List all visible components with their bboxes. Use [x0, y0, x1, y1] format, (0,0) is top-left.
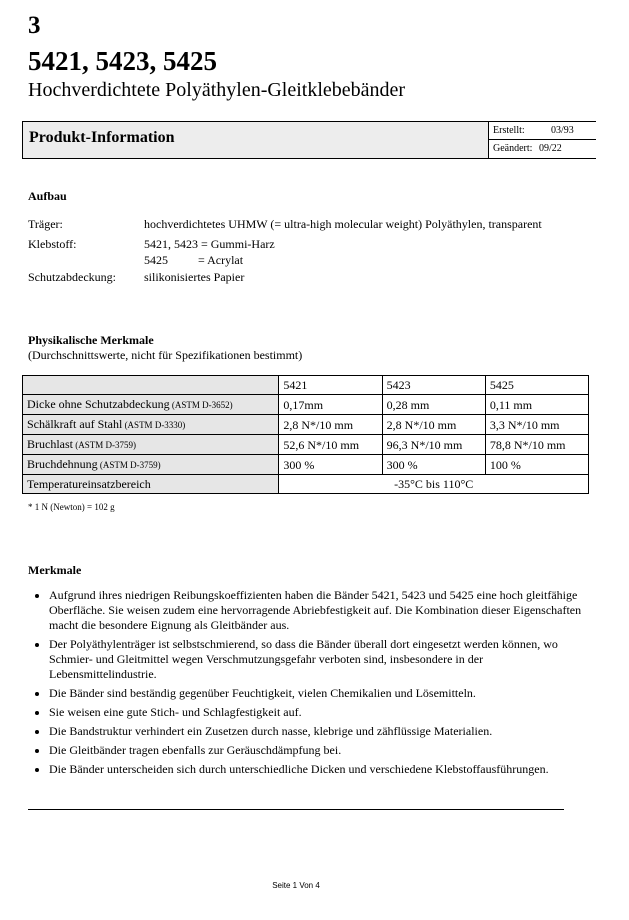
aufbau-value-klebstoff-2: 5425 = Acrylat: [144, 253, 244, 267]
table-cell: 52,6 N*/10 mm: [279, 435, 382, 455]
created-label: Erstellt:: [493, 125, 525, 136]
row-label: Dicke ohne Schutzabdeckung (ASTM D-3652): [23, 395, 279, 415]
physical-note: (Durchschnittswerte, nicht für Spezifikationen bestimmt): [28, 348, 303, 362]
list-item: • Die Gleitbänder tragen ebenfalls zur Geräuschdämpfung bei.: [49, 743, 589, 758]
date-box: [488, 122, 596, 158]
column-header: 5423: [382, 376, 485, 395]
table-cell: 78,8 N*/10 mm: [485, 435, 588, 455]
column-header: 5421: [279, 376, 382, 395]
table-row: [23, 415, 589, 435]
changed-row: [489, 140, 596, 158]
aufbau-label-schutzabdeckung: Schutzabdeckung:: [28, 270, 116, 284]
table-cell: 100 %: [485, 455, 588, 475]
newton-footnote: * 1 N (Newton) = 102 g: [28, 502, 115, 512]
column-header: 5425: [485, 376, 588, 395]
temperature-range-cell: -35°C bis 110°C: [279, 475, 589, 494]
features-list: [28, 588, 589, 781]
row-label: Bruchdehnung (ASTM D-3759): [23, 455, 279, 475]
table-cell: 2,8 N*/10 mm: [382, 415, 485, 435]
aufbau-value-schutzabdeckung: silikonisiertes Papier: [144, 270, 245, 284]
table-row: [23, 395, 589, 415]
list-item: • Die Bandstruktur verhindert ein Zusetzen durch nasse, klebrige und zähflüssige Materialien.: [49, 724, 589, 739]
row-label: Bruchlast (ASTM D-3759): [23, 435, 279, 455]
merkmale-heading: Merkmale: [28, 563, 82, 577]
table-cell: 0,28 mm: [382, 395, 485, 415]
page-number: Seite 1 Von 4: [272, 881, 320, 890]
table-cell: 96,3 N*/10 mm: [382, 435, 485, 455]
row-label: Temperatureinsatzbereich: [23, 475, 279, 494]
changed-label: Geändert:: [493, 143, 533, 154]
divider: [28, 809, 564, 810]
changed-value: 09/22: [539, 143, 562, 154]
table-cell: 300 %: [382, 455, 485, 475]
list-item: • Die Bänder sind beständig gegenüber Feuchtigkeit, vielen Chemikalien und Lösemitteln.: [49, 686, 589, 701]
product-codes: 5421, 5423, 5425: [28, 46, 217, 76]
aufbau-value-traeger: hochverdichtetes UHMW (= ultra-high molecular weight) Polyäthylen, transparent: [144, 217, 542, 231]
aufbau-label-klebstoff: Klebstoff:: [28, 237, 77, 251]
table-cell: 300 %: [279, 455, 382, 475]
list-item: • Die Bänder unterscheiden sich durch unterschiedliche Dicken und verschiedene Klebstoffausführungen.: [49, 762, 589, 777]
table-cell: 2,8 N*/10 mm: [279, 415, 382, 435]
properties-table: [22, 375, 589, 494]
aufbau-label-traeger: Träger:: [28, 217, 63, 231]
table-row: [23, 435, 589, 455]
created-value: 03/93: [551, 125, 574, 136]
product-info-title: Produkt-Information: [29, 129, 175, 146]
aufbau-value-klebstoff-1: 5421, 5423 = Gummi-Harz: [144, 237, 275, 251]
table-cell: 0,11 mm: [485, 395, 588, 415]
list-item: • Sie weisen eine gute Stich- und Schlagfestigkeit auf.: [49, 705, 589, 720]
table-header-row: [23, 376, 589, 395]
created-row: [489, 122, 596, 140]
table-row: [23, 475, 589, 494]
table-cell: 0,17mm: [279, 395, 382, 415]
product-info-box: [22, 121, 596, 159]
list-item: • Der Polyäthylenträger ist selbstschmierend, so dass die Bänder überall dort eingesetzt werden können, wo Schmier- und Gleitmittel wegen Verschmutzungsgefahr verboten sind, insbesondere in der Lebensmittelindustrie.: [49, 637, 589, 682]
list-item: • Aufgrund ihres niedrigen Reibungskoeffizienten haben die Bänder 5421, 5423 und 5425 eine hoch gleitfähige Oberfläche. Sie weisen zudem eine hervorragende Abriebfestigkeit auf. Die Kombination dieser Eigenschaften macht die besondere Eignung als Gleitbänder aus.: [49, 588, 589, 633]
physical-heading: Physikalische Merkmale: [28, 333, 154, 347]
row-label: Schälkraft auf Stahl (ASTM D-3330): [23, 415, 279, 435]
table-corner-cell: [23, 376, 279, 395]
table-cell: 3,3 N*/10 mm: [485, 415, 588, 435]
section-number: 3: [28, 12, 41, 39]
document-subtitle: Hochverdichtete Polyäthylen-Gleitklebebänder: [28, 79, 406, 101]
table-row: [23, 455, 589, 475]
aufbau-heading: Aufbau: [28, 189, 67, 203]
